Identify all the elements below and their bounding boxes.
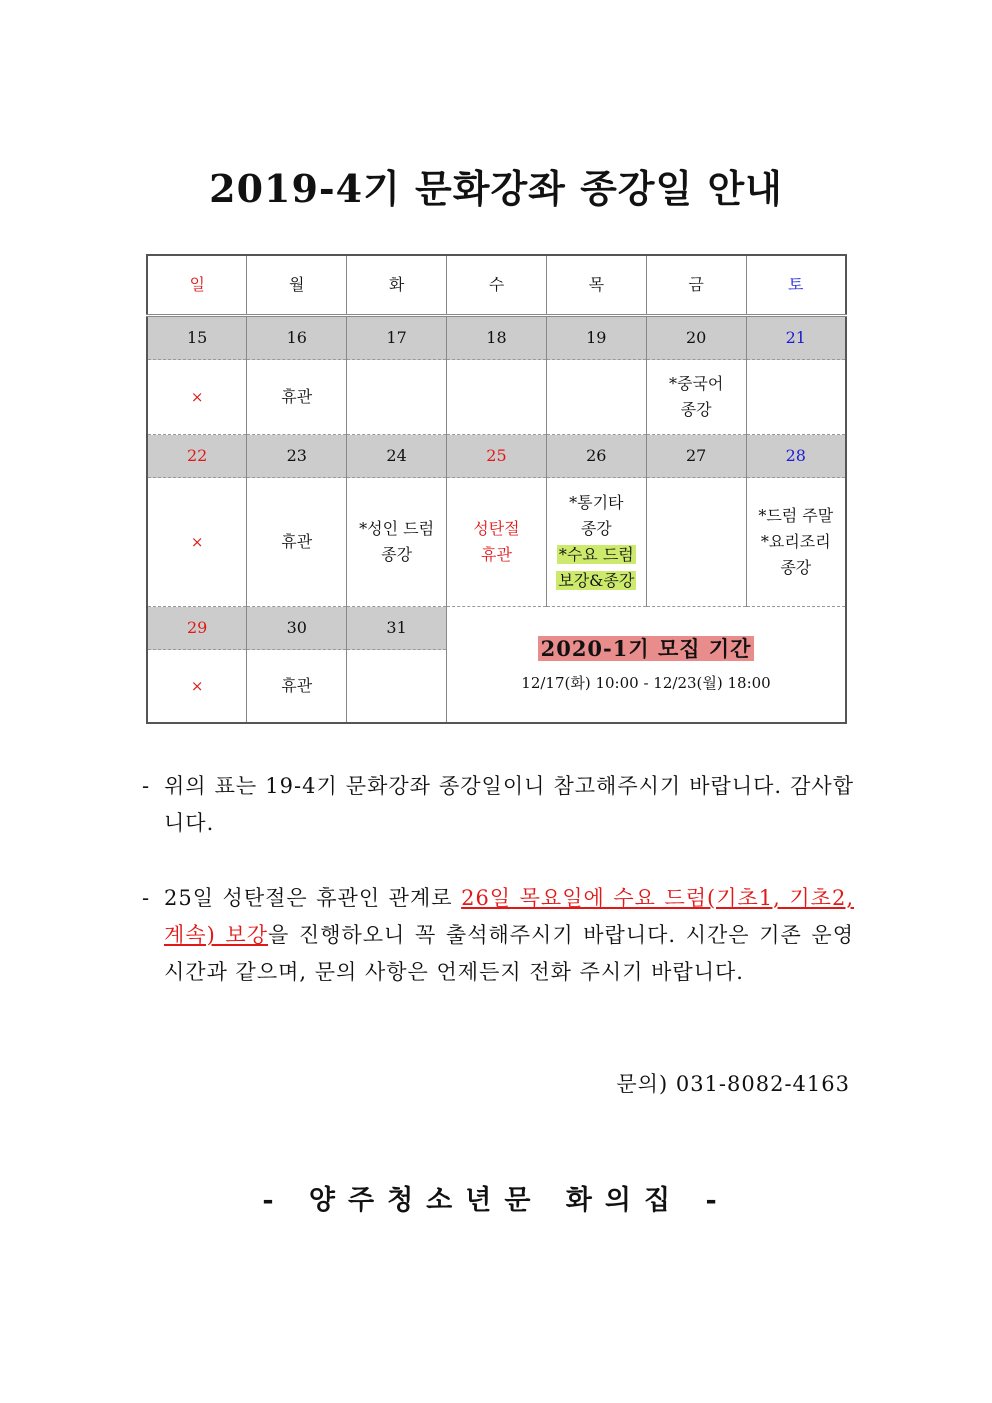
highlight-note: 보강&종강 (558, 571, 635, 590)
weekday-tue: 화 (347, 255, 447, 316)
date-cell: 24 (347, 435, 447, 478)
date-cell: 17 (347, 316, 447, 360)
calendar-table (146, 254, 847, 724)
note-1: - 위의 표는 19-4기 문화강좌 종강일이니 참고해주시기 바랍니다. 감사합니다. (142, 774, 854, 835)
weekday-sat: 토 (746, 255, 846, 316)
empty-cell (447, 360, 547, 435)
date-cell: 15 (147, 316, 247, 360)
date-cell: 30 (247, 607, 347, 650)
weekday-thu: 목 (546, 255, 646, 316)
week2-date-row (147, 435, 846, 478)
date-cell: 25 (447, 435, 547, 478)
date-cell: 27 (646, 435, 746, 478)
week1-date-row (147, 316, 846, 360)
recruit-period: 12/17(화) 10:00 - 12/23(월) 18:00 (521, 673, 771, 692)
closed-mark: × (147, 650, 247, 724)
note-2: - 25일 성탄절은 휴관인 관계로 26일 목요일에 수요 드럼(기초1, 기초2, 계속) 보강을 진행하오니 꼭 출석해주시기 바랍니다. 시간은 기존 운영시간과 같으며, 문의 사항은 언제든지 전화 주시기 바랍니다. (142, 886, 855, 984)
closed-mark: × (147, 478, 247, 607)
week2-content-row (147, 478, 846, 607)
date-cell: 22 (147, 435, 247, 478)
empty-cell (746, 360, 846, 435)
makeup-class-highlight: 26일 목요일에 수요 드럼(기초1, 기초2, 계속) 보강 (164, 886, 854, 947)
date-cell: 23 (247, 435, 347, 478)
week1-content-row (147, 360, 846, 435)
date-cell: 20 (646, 316, 746, 360)
empty-cell (347, 360, 447, 435)
class-note: *드럼 주말 *요리조리 종강 (746, 478, 846, 607)
holiday-note: 성탄절 휴관 (447, 478, 547, 607)
date-cell: 19 (546, 316, 646, 360)
class-note: *성인 드럼 종강 (347, 478, 447, 607)
date-cell: 26 (546, 435, 646, 478)
closed-note: 휴관 (247, 478, 347, 607)
weekday-fri: 금 (646, 255, 746, 316)
weekday-wed: 수 (447, 255, 547, 316)
closed-note: 휴관 (247, 650, 347, 724)
highlight-note: *수요 드럼 (558, 545, 634, 564)
class-note: *통기타 종강 *수요 드럼 보강&종강 (546, 478, 646, 607)
weekday-sun: 일 (147, 255, 247, 316)
date-cell: 28 (746, 435, 846, 478)
class-note: *중국어 종강 (646, 360, 746, 435)
date-cell: 16 (247, 316, 347, 360)
date-cell: 29 (147, 607, 247, 650)
organization-name: - 양주청소년문 화의집 - (262, 1185, 730, 1216)
date-cell: 31 (347, 607, 447, 650)
empty-cell (646, 478, 746, 607)
weekday-mon: 월 (247, 255, 347, 316)
recruit-notice (447, 607, 846, 724)
date-cell: 21 (746, 316, 846, 360)
closed-mark: × (147, 360, 247, 435)
weekday-header-row (147, 255, 846, 316)
date-cell: 18 (447, 316, 547, 360)
empty-cell (546, 360, 646, 435)
closed-note: 휴관 (247, 360, 347, 435)
empty-cell (347, 650, 447, 724)
week3-date-row (147, 607, 846, 650)
recruit-title: 2020-1기 모집 기간 (538, 636, 755, 661)
contact-phone: 문의) 031-8082-4163 (616, 1072, 850, 1096)
page-title: 2019-4기 문화강좌 종강일 안내 (209, 166, 783, 211)
